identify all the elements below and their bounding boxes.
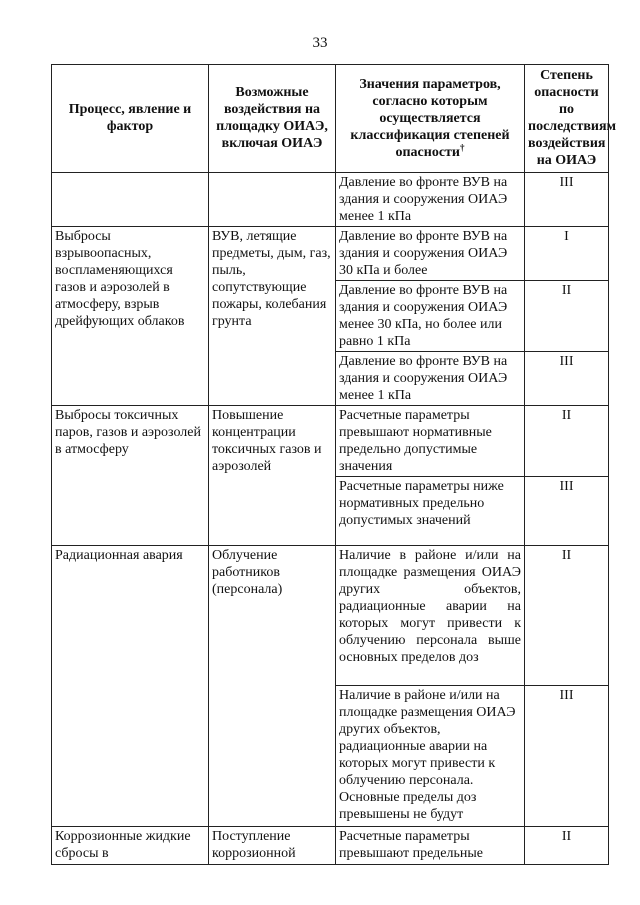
table-row <box>52 227 609 281</box>
header-parameters <box>336 65 525 173</box>
header-process: Процесс, явление и фактор <box>52 65 209 173</box>
parameter-cell: Наличие в районе и/или на площадке размещения ОИАЭ других объектов, радиационные аварии на которых могут привести к облучению персонала выше основных пределов доз <box>336 546 525 686</box>
parameter-cell: Давление во фронте ВУВ на здания и сооружения ОИАЭ 30 кПа и более <box>336 227 525 281</box>
table-row <box>52 406 609 477</box>
footnote-mark: † <box>460 141 465 152</box>
degree-cell: III <box>525 686 609 827</box>
table-row <box>52 546 609 686</box>
parameter-cell: Давление во фронте ВУВ на здания и сооружения ОИАЭ менее 1 кПа <box>336 173 525 227</box>
impact-cell: Поступление коррозионной <box>209 827 336 865</box>
parameter-cell: Расчетные параметры превышают нормативные предельно допустимые значения <box>336 406 525 477</box>
process-cell: Радиационная авария <box>52 546 209 827</box>
degree-cell: II <box>525 281 609 352</box>
table-row <box>52 827 609 865</box>
impact-cell: Повышение концентрации токсичных газов и аэрозолей <box>209 406 336 546</box>
table-row <box>52 173 609 227</box>
parameter-cell: Давление во фронте ВУВ на здания и сооружения ОИАЭ менее 30 кПа, но более или равно 1 кПа <box>336 281 525 352</box>
parameter-cell: Наличие в районе и/или на площадке размещения ОИАЭ других объектов, радиационные аварии на которых могут привести к облучению персонала. Основные пределы доз превышены не будут <box>336 686 525 827</box>
page-number: 33 <box>312 35 328 51</box>
degree-cell: III <box>525 352 609 406</box>
impact-cell: Облучение работников (персонала) <box>209 546 336 827</box>
degree-cell: III <box>525 477 609 546</box>
process-cell: Выбросы взрывоопасных, воспламеняющихся газов и аэрозолей в атмосферу, взрыв дрейфующих облаков <box>52 227 209 406</box>
parameter-cell: Расчетные параметры превышают предельные <box>336 827 525 865</box>
table-header-row <box>52 65 609 173</box>
impact-cell: ВУВ, летящие предметы, дым, газ, пыль, сопутствующие пожары, колебания грунта <box>209 227 336 406</box>
degree-cell: II <box>525 546 609 686</box>
degree-cell: III <box>525 173 609 227</box>
degree-cell: II <box>525 827 609 865</box>
degree-cell: I <box>525 227 609 281</box>
process-cell: Коррозионные жидкие сбросы в <box>52 827 209 865</box>
parameter-cell: Давление во фронте ВУВ на здания и сооружения ОИАЭ менее 1 кПа <box>336 352 525 406</box>
process-cell: Выбросы токсичных паров, газов и аэрозолей в атмосферу <box>52 406 209 546</box>
process-cell <box>52 173 209 227</box>
header-parameters-text: Значения параметров, согласно которым осуществляется классификация степеней опасности <box>350 76 510 160</box>
header-degree: Степень опасности по последствиям воздействия на ОИАЭ <box>525 65 609 173</box>
hazard-classification-table <box>51 64 617 865</box>
degree-cell: II <box>525 406 609 477</box>
parameter-cell: Расчетные параметры ниже нормативных предельно допустимых значений <box>336 477 525 546</box>
header-impact: Возможные воздействия на площадку ОИАЭ, включая ОИАЭ <box>209 65 336 173</box>
impact-cell <box>209 173 336 227</box>
